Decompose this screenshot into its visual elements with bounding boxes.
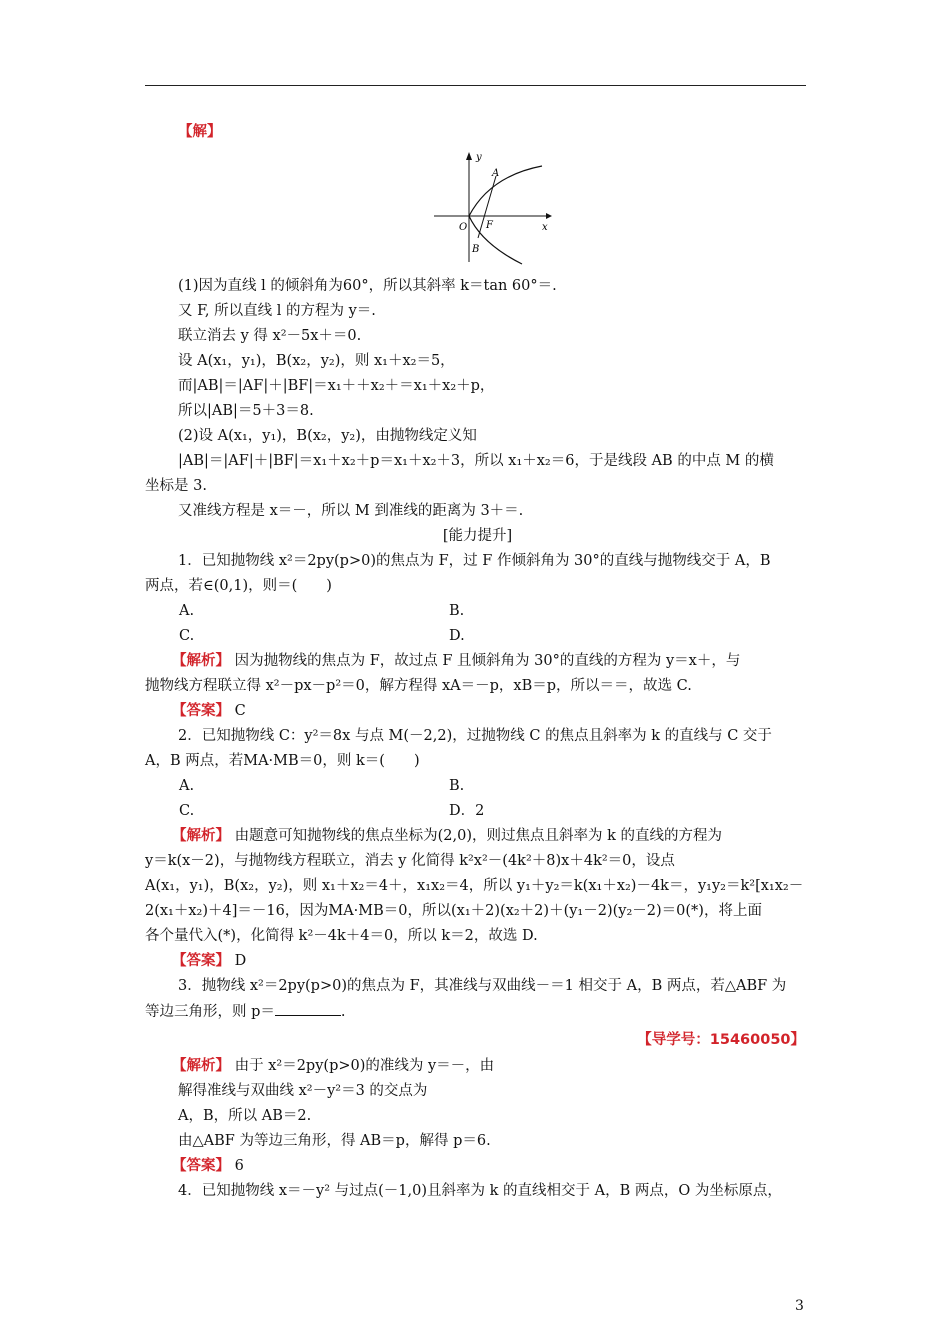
q2-analysis: 2(x₁＋x₂)＋4]＝－16，因为MA·MB＝0，所以(x₁＋2)(x₂＋2)＋(y₁－2)(y₂－2)＝0(*)，将上面 xyxy=(145,903,762,919)
solution-line: 设 A(x₁，y₁)，B(x₂，y₂)，则 x₁＋x₂＝5， xyxy=(178,353,455,369)
q3-analysis: 解得准线与双曲线 x²－y²＝3 的交点为 xyxy=(178,1083,428,1099)
solution-line: (1)因为直线 l 的倾斜角为60°，所以其斜率 k＝tan 60°＝. xyxy=(178,278,557,294)
solution-line: |AB|＝|AF|＋|BF|＝x₁＋x₂＋p＝x₁＋x₂＋3，所以 x₁＋x₂＝6，于是线段 AB 的中点 M 的横 xyxy=(178,453,774,469)
section-title: [能力提升] xyxy=(442,528,513,544)
option-a: A. xyxy=(179,603,195,619)
q2-stem: 2．已知抛物线 C：y²＝8x 与点 M(－2,2)，过抛物线 C 的焦点且斜率为 k 的直线与 C 交于 xyxy=(178,728,772,744)
analysis-tag: 【解析】 xyxy=(172,828,230,844)
option-d: D. xyxy=(449,628,465,644)
option-c: C. xyxy=(179,628,195,644)
q3-answer xyxy=(172,1156,837,1176)
answer-tag: 【答案】 xyxy=(172,953,230,969)
parabola-graph xyxy=(430,148,556,266)
solution-line: 坐标是 3. xyxy=(145,478,207,494)
analysis-tag: 【解析】 xyxy=(172,1058,230,1074)
q3-analysis: 由△ABF 为等边三角形，得 AB＝p，解得 p＝6. xyxy=(178,1133,491,1149)
solution-line: (2)设 A(x₁，y₁)，B(x₂，y₂)，由抛物线定义知 xyxy=(178,428,477,444)
page-number: 3 xyxy=(795,1298,804,1314)
y-axis-label: y xyxy=(476,152,482,163)
q3-analysis: A，B，所以 AB＝2. xyxy=(178,1108,312,1124)
answer-tag: 【答案】 xyxy=(172,703,230,719)
q1-answer xyxy=(172,701,837,721)
option-c: C. xyxy=(179,803,195,819)
option-d: D．2 xyxy=(449,803,485,819)
q3-stem xyxy=(145,1001,810,1022)
q2-answer xyxy=(172,951,837,971)
q1-analysis: 抛物线方程联立得 x²－px－p²＝0，解方程得 xA＝－p，xB＝p，所以＝＝，故选 C. xyxy=(145,678,692,694)
q2-analysis: y＝k(x－2)，与抛物线方程联立，消去 y 化简得 k²x²－(4k²＋8)x＋4k²＝0，设点 xyxy=(145,853,675,869)
q3-stem: 3．抛物线 x²＝2py(p>0)的焦点为 F，其准线与双曲线－＝1 相交于 A，B 两点，若△ABF 为 xyxy=(178,978,787,994)
answer-value: 6 xyxy=(234,1158,244,1174)
focus-label: F xyxy=(486,220,493,231)
q3-stem-text: 等边三角形，则 p＝ xyxy=(145,1004,275,1020)
answer-value: C xyxy=(234,703,246,719)
option-a: A. xyxy=(179,778,195,794)
q1-stem: 两点，若∈(0,1)，则＝( ) xyxy=(145,578,332,594)
q3-stem-end: . xyxy=(340,1004,346,1020)
q2-analysis xyxy=(172,826,837,846)
option-b: B. xyxy=(449,778,465,794)
solution-line: 又 F, 所以直线 l 的方程为 y＝. xyxy=(178,303,376,319)
analysis-tag: 【解析】 xyxy=(172,653,230,669)
solution-tag: 【解】 xyxy=(178,124,222,140)
q2-analysis: A(x₁，y₁)，B(x₂，y₂)，则 x₁＋x₂＝4＋，x₁x₂＝4，所以 y₁＋y₂＝k(x₁＋x₂)－4k＝，y₁y₂＝k²[x₁x₂－ xyxy=(145,878,804,894)
solution-line: 而|AB|＝|AF|＋|BF|＝x₁＋＋x₂＋＝x₁＋x₂＋p， xyxy=(178,378,495,394)
q4-stem: 4．已知抛物线 x＝－y² 与过点(－1,0)且斜率为 k 的直线相交于 A，B 两点，O 为坐标原点， xyxy=(178,1183,782,1199)
origin-label: O xyxy=(459,222,468,233)
q2-stem: A，B 两点，若MA·MB＝0，则 k＝( ) xyxy=(145,753,420,769)
analysis-text: 由于 x²＝2py(p>0)的准线为 y＝－，由 xyxy=(234,1058,495,1074)
answer-blank xyxy=(275,1001,341,1016)
answer-value: D xyxy=(234,953,247,969)
analysis-text: 因为抛物线的焦点为 F，故过点 F 且倾斜角为 30°的直线的方程为 y＝x＋，与 xyxy=(234,653,741,669)
q2-analysis: 各个量代入(*)，化简得 k²－4k＋4＝0，所以 k＝2，故选 D. xyxy=(145,928,538,944)
point-a-label: A xyxy=(492,168,500,179)
q3-analysis xyxy=(172,1056,837,1076)
solution-line: 所以|AB|＝5＋3＝8. xyxy=(178,403,314,419)
q1-analysis xyxy=(172,651,837,671)
q1-stem: 1．已知抛物线 x²＝2py(p>0)的焦点为 F，过 F 作倾斜角为 30°的直线与抛物线交于 A，B xyxy=(178,553,771,569)
answer-tag: 【答案】 xyxy=(172,1158,230,1174)
point-b-label: B xyxy=(472,244,480,255)
x-axis-label: x xyxy=(542,222,548,233)
guide-number: 【导学号：15460050】 xyxy=(637,1032,805,1048)
header-rule xyxy=(145,85,806,86)
analysis-text: 由题意可知抛物线的焦点坐标为(2,0)，则过焦点且斜率为 k 的直线的方程为 xyxy=(234,828,722,844)
solution-line: 又准线方程是 x＝－，所以 M 到准线的距离为 3＋＝. xyxy=(178,503,524,519)
solution-line: 联立消去 y 得 x²－5x＋＝0. xyxy=(178,328,362,344)
option-b: B. xyxy=(449,603,465,619)
